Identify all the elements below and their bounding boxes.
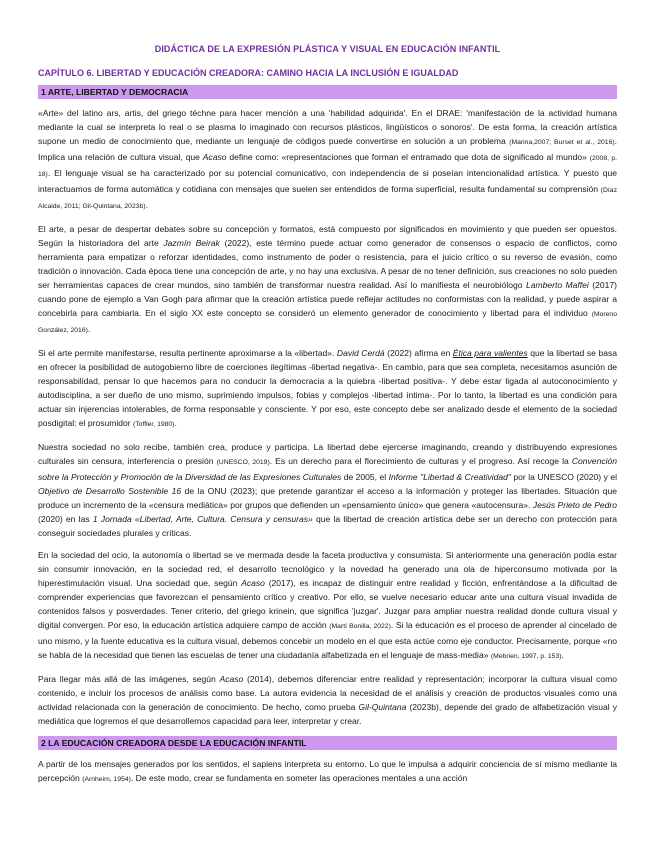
text-run: . bbox=[145, 200, 148, 210]
text-run: (Díaz Alcaide, 2011; Gil-Quintana, 2023b) bbox=[38, 187, 617, 210]
text-run: por la UNESCO (2020) y el bbox=[510, 472, 617, 482]
text-run: Acaso bbox=[219, 674, 244, 684]
text-run: «Arte» del latino ars, artis, del griego téchne para hacer mención a una 'habilidad adquirida'. En el DRAE: 'manifestación de la actividad humana mediante la cual se interpreta lo real o se plasma lo imaginado con recursos plásticos, lingüísticos o sonoros'. De esta forma, la creación artística supone un medio de conocimiento que, mediante un lenguaje de códigos puede convertirse en solución a un problema bbox=[38, 108, 617, 146]
text-run: (2017), es incapaz de distinguir entre realidad y ficción, enfrentándose a la dificultad de comprender experiencias que favorezcan el pensamiento crítico y creativo. Por ello, se vuelve necesario educar ante una cultura visual invadida de contenidos falsos y posverdades. Tener criterio, del griego krinein, que significa 'juzgar'. Juzgar para ampliar nuestra realidad donde cultura visual y digital convergen. Por eso, la educación artística adquiere campo de acción bbox=[38, 578, 617, 630]
text-run: (Toffler, 1980) bbox=[133, 421, 175, 428]
paragraph bbox=[38, 440, 617, 540]
text-run: (Moreno González, 2016) bbox=[38, 311, 617, 334]
text-run: En la sociedad del ocio, la autonomía o libertad se ve mermada desde la faceta productiva y consumista. Si anteriormente una generación podía estar sin consumir innovación, en la sociedad red, el desarrollo tecnológico y la novedad ha generado una ola de hiperconsumo motivada por la hiperestimulación visual. Una sociedad que, según bbox=[38, 550, 617, 588]
text-run: Informe "Libertad & Creatividad" bbox=[388, 472, 511, 482]
text-run: Gil-Quintana bbox=[358, 702, 407, 712]
text-run: David Cerdá bbox=[336, 348, 385, 358]
text-run: Nuestra sociedad no solo recibe, también crea, produce y participa. La libertad debe ejercerse imaginando, creando y distribuyendo expresiones culturales sin censura, interferencia o presión bbox=[38, 442, 617, 466]
text-run: (2008, p. 18) bbox=[38, 155, 618, 178]
text-run: El arte, a pesar de despertar debates sobre su concepción y formatos, está compuesto por significados en movimiento y que pueden ser opuestos. Según la historiadora del arte bbox=[38, 224, 617, 248]
text-run: (2022) afirma en bbox=[384, 348, 453, 358]
text-run: Acaso bbox=[202, 152, 227, 162]
document-title: DIDÁCTICA DE LA EXPRESIÓN PLÁSTICA Y VISUAL EN EDUCACIÓN INFANTIL bbox=[154, 44, 501, 54]
text-run: (Marina,2007; Burset et al., 2016) bbox=[509, 139, 615, 146]
text-run: Acaso bbox=[241, 578, 265, 588]
text-run: define como: «representaciones que forman el entramado que dota de significado al mundo» bbox=[226, 152, 590, 162]
text-run: que la libertad se basa en ofrecer la posibilidad de autogobierno libre de coerciones ilegítimas -libertad negativa-. En cambio, para que sea completa, necesitamos asunción de responsabilidad, pensar lo que hacemos para no conducir la democracia a la quiebra -libertad positiva-. Y debe estar ligada al autoconocimiento y autodisciplina, a ser dueño de uno mismo, suprimiendo impulsos, fobias y complejos -libertad íntima-. Por lo tanto, la libertad es una condición para actuar sin injerencias intolerables, de forma responsable y consciente. Y por eso, este concepto debe ser analizado desde el elemento de la sociedad posdigital: el prosumidor bbox=[38, 348, 617, 428]
text-run: (Martí Bonilla, 2022) bbox=[329, 623, 391, 630]
text-run: (2017) cuando pone de ejemplo a Van Gogh para afirmar que la creación artística puede reflejar actitudes no conformistas con la realidad, y puede aspirar a concebirla para cambiarla. En el siglo XX este concepto se consideró un elemento generador de conocimiento y libertad para el individuo bbox=[38, 280, 617, 318]
paragraph bbox=[38, 757, 617, 787]
text-run: . De este modo, crear se fundamenta en someter las operaciones mentales a una acción bbox=[130, 773, 468, 783]
text-run: Lamberto Maffei bbox=[526, 280, 589, 290]
text-run: de 2005, el bbox=[341, 472, 389, 482]
text-run: . bbox=[561, 650, 564, 660]
text-run: (Mebrien, 1997, p. 153) bbox=[490, 653, 562, 660]
text-run: (2023b), depende del grado de alfabetización visual y mediática que logremos el que desarrollemos capacidad para leer, interpretar y crear. bbox=[38, 702, 617, 726]
paragraph bbox=[38, 548, 617, 664]
text-run: de la ONU (2023); que pretende garantizar el acceso a la información y proteger las libertades. Situación que produce un incremento de la «censura mediática» por grupos que defienden un «pensamiento único» que genera «autocensura». bbox=[38, 486, 617, 510]
text-run: (2022), este término puede actuar como generador de consensos o espacio de conflictos, como herramienta para empatizar o reforzar identidades, como instrumento de poder o resistencia, para el juicio crítico o su reverso de evasión, como tradición o innovación. Cada época tiene una concepción de arte, y no hay una exclusiva. A pesar de no tener definición, sus creaciones no solo pueden ser herramientas capaces de crear mundos, sino también de transformar nuestra realidad. Así lo manifiesta el neurobiólogo bbox=[38, 238, 617, 290]
text-run: A partir de los mensajes generados por los sentidos, el sapiens interpreta su entorno. Lo que le impulsa a adquirir conciencia de sí mismo mediante la percepción bbox=[38, 759, 617, 783]
paragraph bbox=[38, 106, 617, 214]
text-run: Convención sobre la Protección y Promoción de la Diversidad de las Expresiones Culturales bbox=[38, 456, 617, 482]
paragraph bbox=[38, 672, 617, 728]
text-run: Jesús Prieto de Pedro bbox=[532, 500, 617, 510]
chapter-title: CAPÍTULO 6. LIBERTAD Y EDUCACIÓN CREADORA: CAMINO HACIA LA INCLUSIÓN E IGUALDAD bbox=[38, 68, 459, 78]
text-run: Ética para valientes bbox=[452, 348, 528, 358]
paragraph bbox=[38, 222, 617, 338]
text-run: Objetivo de Desarrollo Sostenible 16 bbox=[38, 486, 182, 496]
text-run: . bbox=[87, 324, 91, 334]
text-run: 1 Jornada «Libertad, Arte, Cultura. Censura y censuras» bbox=[92, 514, 313, 524]
text-run: (UNESCO, 2019) bbox=[216, 459, 270, 466]
text-run: . bbox=[174, 418, 177, 428]
section-heading-2: 2 LA EDUCACIÓN CREADORA DESDE LA EDUCACIÓN INFANTIL bbox=[38, 736, 617, 750]
text-run: . El lenguaje visual se ha caracterizado por su potencial comunicativo, con independencia de si poseían intencionalidad artística. Y puesto que interactuamos de forma automática y cotidiana con mensajes que suelen ser entendidos de forma superficial, resulta fundamental su comprensión bbox=[38, 168, 617, 194]
section-heading-1: 1 ARTE, LIBERTAD Y DEMOCRACIA bbox=[38, 85, 617, 99]
text-run: que la libertad de creación artística debe ser un derecho con protección para conseguir sociedades plurales y críticas. bbox=[38, 514, 617, 538]
text-run: . Es un derecho para el florecimiento de culturas y el progreso. Así recoge la bbox=[269, 456, 572, 466]
text-run: Jazmín Beirak bbox=[163, 238, 220, 248]
text-run: . Si la educación es el proceso de aprender al cincelado de uno mismo, y la fuente educativa es la cultura visual, debemos concebir un modelo en el que esta actúe como eje conductor. Precisamente, porque «no se habla de la necesidad que tienen las escuelas de tener una ciudadanía alfabetizada en el lenguaje de mass-media» bbox=[38, 620, 617, 660]
text-run: Para llegar más allá de las imágenes, según bbox=[38, 674, 220, 684]
text-run: (Arnheim, 1954) bbox=[82, 776, 131, 783]
paragraph bbox=[38, 346, 617, 432]
text-run: Si el arte permite manifestarse, resulta pertinente aproximarse a la «libertad». bbox=[38, 348, 337, 358]
text-run: (2014), debemos diferenciar entre realidad y representación; incorporar la cultura visual como contenido, e incluir los procesos de análisis como base. La autora evidencia la necesidad de el análisis y creación de productos visuales como una actividad relacionada con la generación de conocimiento. De hecho, como prueba bbox=[38, 674, 617, 712]
text-run: (2020) en las bbox=[38, 514, 93, 524]
text-run: . Implica una relación de cultura visual, que bbox=[38, 136, 618, 162]
